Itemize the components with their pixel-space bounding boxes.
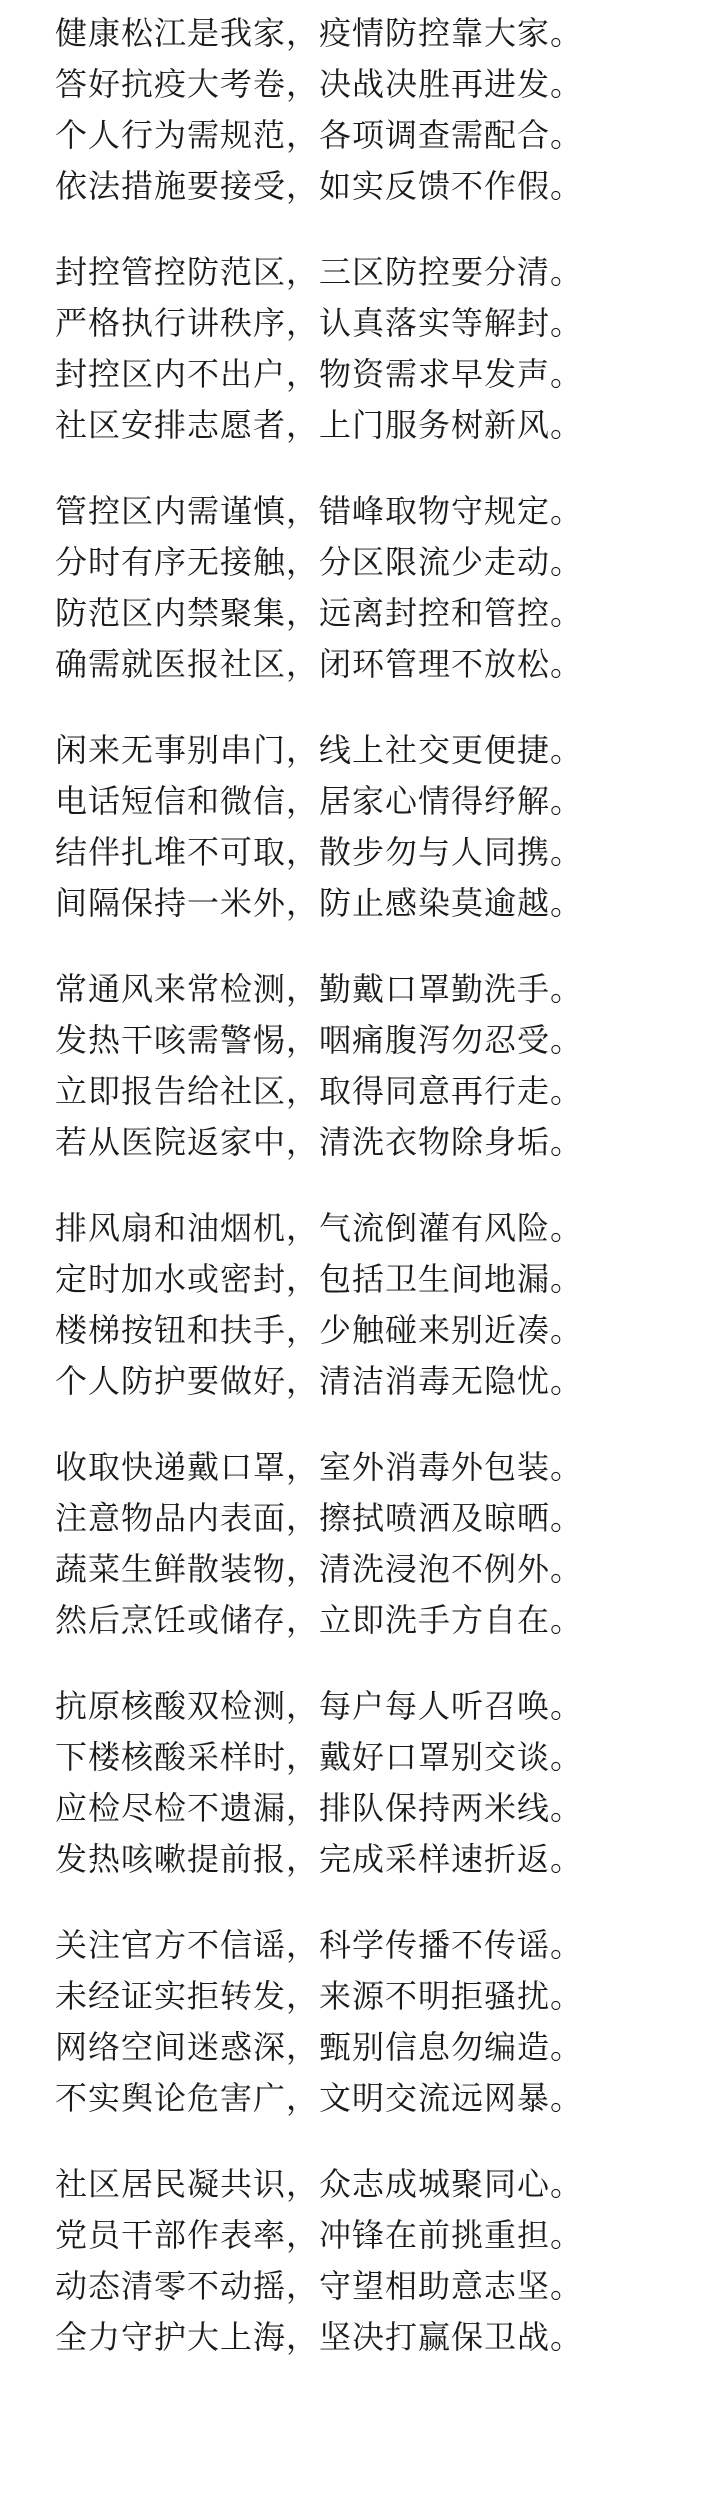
poem-line: 党员干部作表率，冲锋在前挑重担。: [55, 2216, 584, 2254]
poem-line: 依法措施要接受，如实反馈不作假。: [55, 167, 584, 205]
poem-line: 动态清零不动摇，守望相助意志坚。: [55, 2267, 584, 2305]
poem-line: 防范区内禁聚集，远离封控和管控。: [55, 594, 584, 632]
poem-line: 定时加水或密封，包括卫生间地漏。: [55, 1260, 584, 1298]
poem-line: 严格执行讲秩序，认真落实等解封。: [55, 304, 584, 342]
stanza-7: [55, 1442, 720, 1646]
poem-line: 网络空间迷惑深，甄别信息勿编造。: [55, 2028, 584, 2066]
poem-line: 封控区内不出户，物资需求早发声。: [55, 355, 584, 393]
poem-line: 全力守护大上海，坚决打赢保卫战。: [55, 2318, 584, 2356]
poem-line: 分时有序无接触，分区限流少走动。: [55, 543, 584, 581]
poem-line: 间隔保持一米外，防止感染莫逾越。: [55, 884, 584, 922]
stanza-3: [55, 486, 720, 690]
poem-line: 注意物品内表面，擦拭喷洒及晾晒。: [55, 1499, 584, 1537]
poem-line: 收取快递戴口罩，室外消毒外包装。: [55, 1448, 584, 1486]
stanza-1: [55, 8, 720, 212]
poem-line: 常通风来常检测，勤戴口罩勤洗手。: [55, 970, 584, 1008]
poem-line: 下楼核酸采样时，戴好口罩别交谈。: [55, 1738, 584, 1776]
poem-line: 然后烹饪或储存，立即洗手方自在。: [55, 1601, 584, 1639]
poem-line: 发热咳嗽提前报，完成采样速折返。: [55, 1840, 584, 1878]
stanza-2: [55, 247, 720, 451]
stanza-9: [55, 1920, 720, 2124]
poem-line: 关注官方不信谣，科学传播不传谣。: [55, 1926, 584, 1964]
poem-line: 电话短信和微信，居家心情得纾解。: [55, 782, 584, 820]
poem-line: 社区安排志愿者，上门服务树新风。: [55, 406, 584, 444]
stanza-5: [55, 964, 720, 1168]
poem-line: 管控区内需谨慎，错峰取物守规定。: [55, 492, 584, 530]
poem-line: 抗原核酸双检测，每户每人听召唤。: [55, 1687, 584, 1725]
poem-line: 立即报告给社区，取得同意再行走。: [55, 1072, 584, 1110]
poem-line: 个人防护要做好，清洁消毒无隐忧。: [55, 1362, 584, 1400]
stanza-8: [55, 1681, 720, 1885]
poem-line: 闲来无事别串门，线上社交更便捷。: [55, 731, 584, 769]
poem-line: 答好抗疫大考卷，决战决胜再进发。: [55, 65, 584, 103]
poem-line: 应检尽检不遗漏，排队保持两米线。: [55, 1789, 584, 1827]
stanza-4: [55, 725, 720, 929]
poem-line: 楼梯按钮和扶手，少触碰来别近凑。: [55, 1311, 584, 1349]
poem-line: 个人行为需规范，各项调查需配合。: [55, 116, 584, 154]
poem-line: 若从医院返家中，清洗衣物除身垢。: [55, 1123, 584, 1161]
poem-line: 确需就医报社区，闭环管理不放松。: [55, 645, 584, 683]
poem-line: 不实舆论危害广，文明交流远网暴。: [55, 2079, 584, 2117]
poem-line: 结伴扎堆不可取，散步勿与人同携。: [55, 833, 584, 871]
stanza-6: [55, 1203, 720, 1407]
poem-line: 健康松江是我家，疫情防控靠大家。: [55, 14, 584, 52]
poem-line: 未经证实拒转发，来源不明拒骚扰。: [55, 1977, 584, 2015]
poem-line: 封控管控防范区，三区防控要分清。: [55, 253, 584, 291]
poem-line: 排风扇和油烟机，气流倒灌有风险。: [55, 1209, 584, 1247]
poem-line: 蔬菜生鲜散装物，清洗浸泡不例外。: [55, 1550, 584, 1588]
stanza-10: [55, 2159, 720, 2363]
poem-line: 发热干咳需警惕，咽痛腹泻勿忍受。: [55, 1021, 584, 1059]
poem-line: 社区居民凝共识，众志成城聚同心。: [55, 2165, 584, 2203]
